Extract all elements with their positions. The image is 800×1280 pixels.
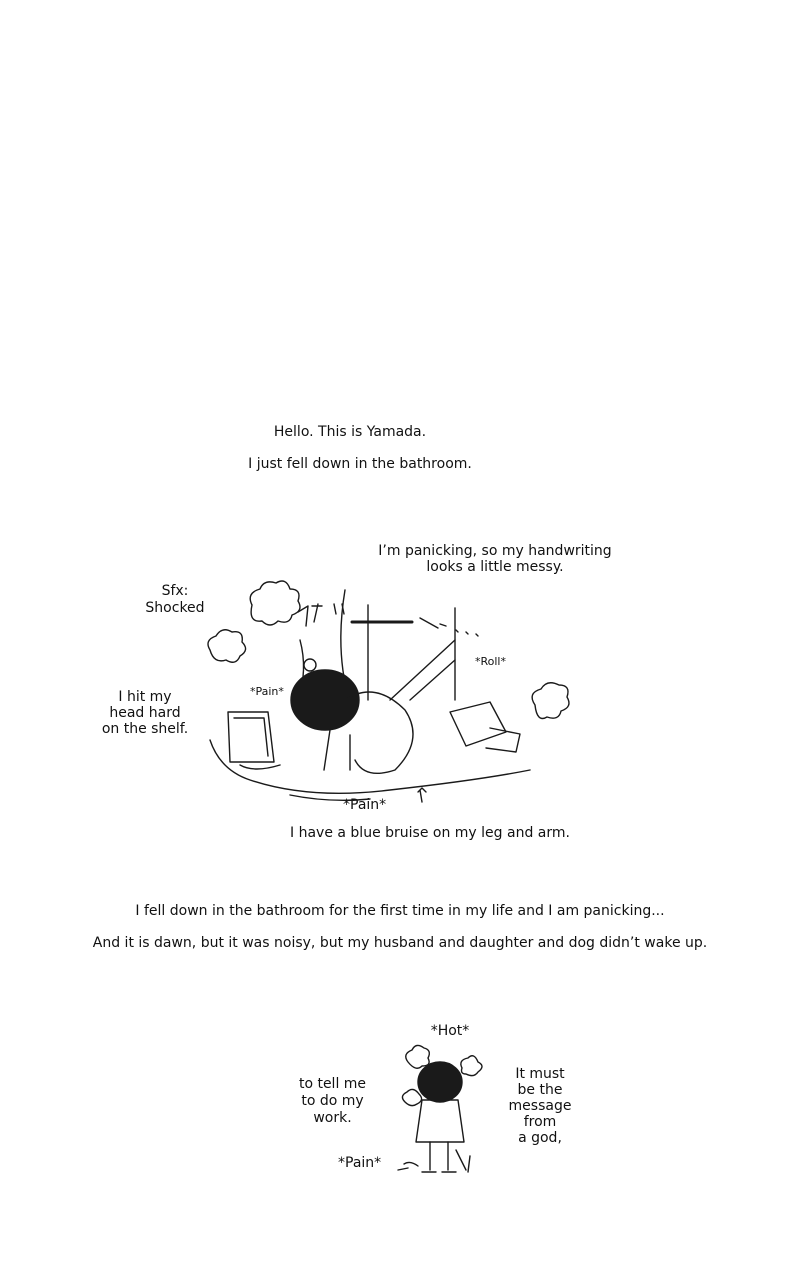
roll-label: *Roll* <box>475 655 506 668</box>
hit-head-line-3: on the shelf. <box>101 721 189 737</box>
steam-puff-3 <box>402 1089 421 1105</box>
bruise-text: I have a blue bruise on my leg and arm. <box>290 825 570 841</box>
small-figure-head-icon <box>418 1062 462 1102</box>
small-figure-body <box>416 1100 464 1142</box>
intro-fell-text: I just fell down in the bathroom. <box>248 456 472 472</box>
right-line-1: It must <box>515 1066 565 1082</box>
hit-head-line-1: I hit my <box>118 689 172 705</box>
right-line-2: be the <box>517 1082 563 1098</box>
pain-bottom-label: *Pain* <box>343 797 387 813</box>
pain-small-label: *Pain* <box>250 685 284 698</box>
panicking-line-2: looks a little messy. <box>426 559 564 575</box>
sfx-label: Sfx: <box>161 583 189 599</box>
intro-greeting: Hello. This is Yamada. <box>273 424 427 440</box>
sfx-value: Shocked <box>145 600 205 616</box>
right-line-5: a god, <box>518 1130 562 1146</box>
left-line-2: to do my <box>301 1093 364 1109</box>
steam-puff-2 <box>461 1056 482 1076</box>
pain-label-2: *Pain* <box>338 1155 382 1171</box>
left-line-3: work. <box>313 1110 352 1126</box>
right-line-4: from <box>523 1114 557 1130</box>
panicking-line-1: I’m panicking, so my handwriting <box>378 543 612 559</box>
right-line-3: message <box>508 1098 572 1114</box>
steam-puff-1 <box>406 1045 430 1068</box>
hit-head-line-2: head hard <box>109 705 181 721</box>
left-line-1: to tell me <box>298 1076 367 1092</box>
middle-line-2: And it is dawn, but it was noisy, but my husband and daughter and dog didn’t wake up. <box>92 935 708 951</box>
hot-label: *Hot* <box>430 1023 470 1039</box>
middle-line-1: I fell down in the bathroom for the first time in my life and I am panicking... <box>135 903 665 919</box>
